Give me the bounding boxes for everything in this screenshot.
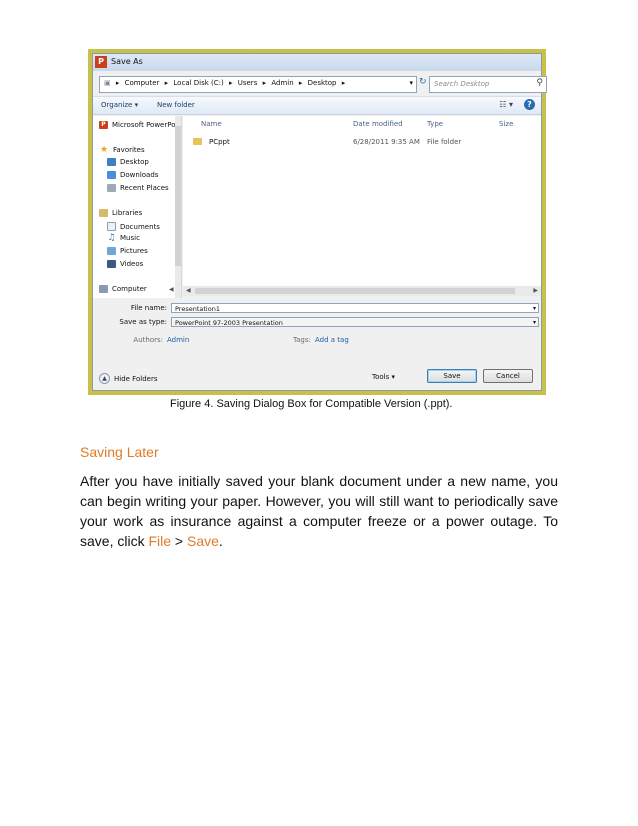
hide-folders-button[interactable]: ▲ Hide Folders [99, 373, 157, 384]
refresh-icon[interactable]: ↻ [419, 77, 427, 87]
file-name: PCppt [209, 138, 230, 146]
chevron-right-icon: ▸ [228, 79, 233, 87]
file-name-value: Presentation1 [175, 305, 220, 313]
chevron-right-icon: ▸ [115, 79, 120, 87]
paragraph-text: After you have initially saved your blank document under a new name, you can begin writing your paper. However, you will still want to periodically save your work as insurance against a computer freeze or a power outage. To save, click [80, 473, 558, 549]
breadcrumb-computer[interactable]: Computer [124, 79, 160, 87]
chevron-right-icon: ▸ [164, 79, 169, 87]
nav-scroll-thumb[interactable] [175, 126, 181, 266]
file-name-field[interactable] [171, 303, 539, 313]
section-paragraph [80, 471, 558, 551]
save-form [93, 300, 541, 360]
save-as-dialog [92, 53, 542, 391]
recent-places-icon [107, 184, 116, 192]
address-bar[interactable] [99, 76, 417, 93]
breadcrumb-local-disk[interactable]: Local Disk (C:) [173, 79, 224, 87]
scroll-right-icon[interactable]: ▶ [533, 287, 538, 294]
dialog-title: Save As [111, 57, 143, 66]
figure-caption: Figure 4. Saving Dialog Box for Compatible Version (.ppt). [170, 398, 453, 410]
chevron-right-icon: ▸ [341, 79, 346, 87]
navigation-pane [93, 116, 182, 298]
new-folder-button[interactable]: New folder [157, 101, 195, 109]
nav-item-libraries[interactable]: Libraries [99, 209, 142, 217]
view-options-icon[interactable]: ☷ ▾ [499, 100, 513, 109]
chevron-up-icon: ▲ [99, 373, 110, 384]
music-icon: ♫ [107, 233, 116, 243]
file-menu-reference: File [148, 533, 172, 549]
folder-icon [193, 138, 202, 145]
chevron-right-icon: ▸ [298, 79, 303, 87]
column-header-size[interactable]: Size [499, 120, 514, 128]
column-header-date[interactable]: Date modified [353, 120, 403, 128]
help-icon[interactable]: ? [524, 99, 535, 110]
nav-item-pictures[interactable]: Pictures [107, 247, 148, 255]
chevron-down-icon[interactable]: ▾ [532, 319, 536, 326]
menu-separator: > [174, 533, 184, 549]
file-list [183, 116, 541, 286]
nav-item-recent-places[interactable]: Recent Places [107, 184, 169, 192]
star-icon: ★ [99, 145, 109, 155]
nav-item-desktop[interactable]: Desktop [107, 158, 149, 166]
save-type-select[interactable] [171, 317, 539, 327]
downloads-icon [107, 171, 116, 179]
nav-item-favorites[interactable]: ★ Favorites [99, 145, 145, 155]
breadcrumb-desktop[interactable]: Desktop [307, 79, 337, 87]
breadcrumb-users[interactable]: Users [237, 79, 258, 87]
nav-scrollbar[interactable] [175, 116, 181, 298]
videos-icon [107, 260, 116, 268]
libraries-icon [99, 209, 108, 217]
desktop-icon [107, 158, 116, 166]
chevron-down-icon[interactable]: ▾ [532, 305, 536, 312]
nav-item-downloads[interactable]: Downloads [107, 171, 158, 179]
column-header-type[interactable]: Type [427, 120, 444, 128]
search-input[interactable] [429, 76, 547, 93]
chevron-right-icon: ▸ [262, 79, 267, 87]
dialog-titlebar [93, 54, 541, 71]
horizontal-scrollbar[interactable] [183, 286, 541, 296]
add-tag-link[interactable]: Add a tag [315, 336, 349, 344]
tags-label: Tags: [293, 336, 311, 344]
organize-button[interactable]: Organize ▾ [101, 101, 139, 109]
scroll-left-icon[interactable]: ◀ [186, 287, 191, 294]
computer-folder-icon: ▣ [104, 79, 111, 87]
save-type-label: Save as type: [119, 318, 167, 326]
command-bar [93, 96, 541, 115]
tools-menu[interactable]: Tools ▾ [372, 373, 395, 381]
nav-scroll-arrows[interactable]: ◀ [169, 286, 174, 293]
file-type: File folder [427, 138, 462, 146]
file-name-label: File name: [130, 304, 167, 312]
save-command-reference: Save [187, 533, 219, 549]
section-heading: Saving Later [80, 444, 159, 460]
authors-label: Authors: [133, 336, 163, 344]
documents-icon [107, 222, 116, 231]
computer-icon [99, 285, 108, 293]
breadcrumb-admin[interactable]: Admin [271, 79, 294, 87]
paragraph-end: . [218, 533, 223, 549]
nav-item-music[interactable]: ♫ Music [107, 233, 140, 243]
chevron-down-icon[interactable]: ▾ [409, 79, 413, 87]
nav-item-powerpoint[interactable]: P Microsoft PowerPo [99, 121, 176, 129]
cancel-button[interactable]: Cancel [483, 369, 533, 383]
column-header-name[interactable]: Name [201, 120, 222, 128]
screenshot-figure [88, 49, 546, 395]
nav-item-videos[interactable]: Videos [107, 260, 143, 268]
nav-item-computer[interactable]: Computer [99, 285, 147, 293]
dialog-footer [93, 366, 541, 390]
nav-item-documents[interactable]: Documents [107, 222, 160, 231]
powerpoint-icon: P [99, 121, 108, 129]
pictures-icon [107, 247, 116, 255]
authors-value[interactable]: Admin [167, 336, 190, 344]
search-placeholder: Search Desktop [434, 80, 490, 88]
file-date: 6/28/2011 9:35 AM [353, 138, 420, 146]
save-button[interactable]: Save [427, 369, 477, 383]
file-row[interactable] [193, 136, 535, 148]
search-icon[interactable]: ⚲ [536, 78, 543, 88]
powerpoint-icon: P [95, 56, 107, 68]
horizontal-scroll-thumb[interactable] [195, 288, 515, 294]
save-type-value: PowerPoint 97-2003 Presentation [175, 319, 283, 327]
